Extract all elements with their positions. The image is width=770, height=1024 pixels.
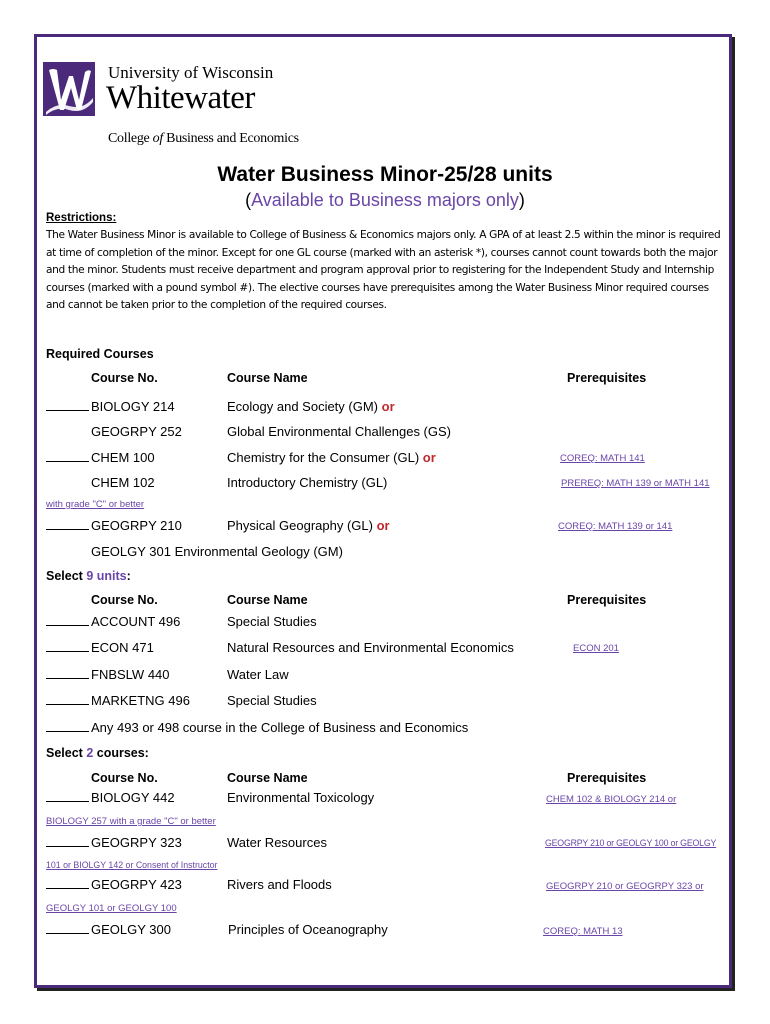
- course-name: Environmental Toxicology: [227, 790, 375, 805]
- course-name: Natural Resources and Environmental Economics: [227, 640, 514, 655]
- course-row: MARKETNG 496: [46, 693, 190, 708]
- uw-logo-icon: [43, 62, 95, 116]
- restrictions-heading: Restrictions:: [46, 212, 117, 224]
- col-course-name: Course Name: [227, 771, 308, 785]
- course-row: BIOLOGY 442: [46, 790, 175, 805]
- course-name: Ecology and Society (GM) or: [227, 399, 395, 414]
- col-course-name: Course Name: [227, 371, 308, 385]
- prerequisite-link[interactable]: CHEM 102 & BIOLOGY 214 or: [546, 794, 677, 805]
- blank-line[interactable]: [46, 835, 89, 847]
- course-row: FNBSLW 440: [46, 667, 170, 682]
- blank-line[interactable]: [46, 922, 89, 934]
- course-no: CHEM 102: [91, 475, 155, 490]
- course-name: Water Law: [227, 667, 289, 682]
- course-row: ECON 471: [46, 640, 154, 655]
- blank-line[interactable]: [46, 790, 89, 802]
- course-name: Physical Geography (GL) or: [227, 518, 390, 533]
- prerequisite-link-cont[interactable]: BIOLOGY 257 with a grade "C" or better: [46, 816, 216, 827]
- prerequisite-link[interactable]: GEOGRPY 210 or GEOLGY 100 or GEOLGY: [545, 838, 717, 848]
- blank-line[interactable]: [46, 399, 89, 411]
- blank-line[interactable]: [46, 640, 89, 652]
- course-name: Rivers and Floods: [227, 877, 332, 892]
- page-title: Water Business Minor-25/28 units: [217, 163, 553, 186]
- prerequisite-link-cont[interactable]: 101 or BIOLGY 142 or Consent of Instructor: [46, 860, 218, 870]
- course-no: GEOGRPY 252: [91, 424, 182, 439]
- blank-line[interactable]: [46, 667, 89, 679]
- course-row: GEOGRPY 423: [46, 877, 182, 892]
- prerequisite-link-cont[interactable]: with grade "C" or better: [46, 499, 145, 510]
- prerequisite-link[interactable]: COREQ: MATH 13: [543, 926, 623, 937]
- course-row: GEOGRPY 323: [46, 835, 182, 850]
- blank-line[interactable]: [46, 614, 89, 626]
- course-name: Special Studies: [227, 693, 317, 708]
- course-row: ACCOUNT 496: [46, 614, 180, 629]
- course-name: Introductory Chemistry (GL): [227, 475, 388, 490]
- course-row-text: GEOLGY 301 Environmental Geology (GM): [91, 544, 343, 559]
- page-subtitle: (Available to Business majors only): [245, 190, 525, 210]
- blank-line[interactable]: [46, 518, 89, 530]
- university-name-line1: University of Wisconsin: [108, 63, 274, 82]
- course-name: Principles of Oceanography: [228, 922, 388, 937]
- blank-line[interactable]: [46, 450, 89, 462]
- course-name: Special Studies: [227, 614, 317, 629]
- course-name: Chemistry for the Consumer (GL) or: [227, 450, 436, 465]
- blank-line[interactable]: [46, 877, 89, 889]
- col-course-name: Course Name: [227, 593, 308, 607]
- required-courses-heading: Required Courses: [46, 347, 154, 361]
- college-name: College of Business and Economics: [108, 131, 299, 146]
- prerequisite-link-cont[interactable]: GEOLGY 101 or GEOLGY 100: [46, 903, 177, 914]
- blank-line[interactable]: [46, 693, 89, 705]
- col-prerequisites: Prerequisites: [567, 593, 647, 607]
- col-course-no: Course No.: [91, 771, 158, 785]
- col-prerequisites: Prerequisites: [567, 371, 647, 385]
- prerequisite-link[interactable]: ECON 201: [573, 643, 619, 654]
- col-course-no: Course No.: [91, 371, 158, 385]
- course-row: CHEM 100: [46, 450, 155, 465]
- prerequisite-link[interactable]: PREREQ: MATH 139 or MATH 141: [561, 478, 710, 489]
- course-name: Water Resources: [227, 835, 327, 850]
- select-courses-heading: Select 2 courses:: [46, 746, 149, 760]
- course-row: Any 493 or 498 course in the College of Business and Economics: [46, 720, 468, 735]
- select-units-heading: Select 9 units:: [46, 569, 131, 583]
- blank-line[interactable]: [46, 720, 89, 732]
- course-row: GEOGRPY 210: [46, 518, 182, 533]
- course-name: Global Environmental Challenges (GS): [227, 424, 451, 439]
- prerequisite-link[interactable]: COREQ: MATH 139 or 141: [558, 521, 673, 532]
- restrictions-text: The Water Business Minor is available to College of Business & Economics majors only. A GPA of at least 2.5 within the minor is required at time of completion of the minor. Except for one GL course (marked with an asterisk *), courses cannot count towards both the major and the minor. Students must receive department and program approval prior to registering for the Independent Study and Internship courses (marked with a pound symbol #). The elective courses have prerequisites among the Water Business Minor required courses and cannot be taken prior to the completion of the required courses.: [46, 229, 721, 312]
- course-row: BIOLOGY 214: [46, 399, 175, 414]
- university-name-line2: Whitewater: [106, 80, 255, 116]
- prerequisite-link[interactable]: COREQ: MATH 141: [560, 453, 645, 464]
- prerequisite-link[interactable]: GEOGRPY 210 or GEOGRPY 323 or: [546, 881, 704, 892]
- course-row: GEOLGY 300: [46, 922, 171, 937]
- col-course-no: Course No.: [91, 593, 158, 607]
- col-prerequisites: Prerequisites: [567, 771, 647, 785]
